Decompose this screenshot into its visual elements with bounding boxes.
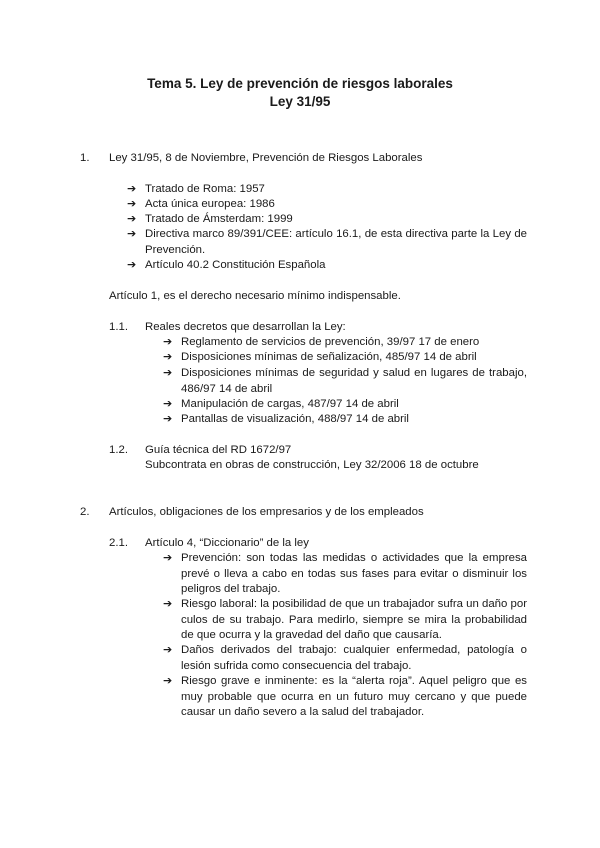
list-item-text: Tratado de Roma: 1957 (145, 183, 265, 195)
list-item-text: Riesgo grave e inminente: es la “alerta roja”. Aquel peligro que es muy probable que ocurra en un futuro muy cercano y que puede causar un daño severo a la salud del trabajador. (181, 675, 527, 718)
arrow-icon: ➔ (163, 336, 173, 348)
subsection-1-2-number: 1.2. (109, 444, 128, 456)
list-item (163, 551, 527, 598)
list-item-text: Disposiciones mínimas de seguridad y salud en lugares de trabajo, 486/97 14 de abril (181, 367, 527, 395)
arrow-icon: ➔ (163, 398, 173, 410)
list-item (163, 597, 527, 644)
arrow-icon: ➔ (127, 198, 137, 210)
list-item-text: Artículo 40.2 Constitución Española (145, 259, 326, 271)
list-item-text: Riesgo laboral: la posibilidad de que un trabajador sufra un daño por culos de su trabajo. Para medirlo, siempre se mira la probabilidad de que ocurra y la gravedad del daño que causaría. (181, 598, 527, 641)
list-item (163, 335, 527, 351)
page-title: Tema 5. Ley de prevención de riesgos laborales (147, 76, 453, 91)
subsection-1-1-number: 1.1. (109, 321, 128, 333)
list-item-text: Disposiciones mínimas de señalización, 485/97 14 de abril (181, 351, 477, 363)
arrow-icon: ➔ (127, 213, 137, 225)
arrow-icon: ➔ (163, 644, 173, 656)
subsection-1-2-line1: Guía técnica del RD 1672/97 (145, 444, 292, 456)
list-item (127, 227, 527, 258)
list-item (163, 412, 527, 428)
page-subtitle: Ley 31/95 (269, 94, 331, 109)
list-item (163, 674, 527, 721)
list-item (127, 197, 527, 213)
list-item-text: Acta única europea: 1986 (145, 198, 275, 210)
arrow-icon: ➔ (163, 552, 173, 564)
list-item (163, 643, 527, 674)
arrow-icon: ➔ (127, 259, 137, 271)
list-item-text: Tratado de Ámsterdam: 1999 (145, 213, 293, 225)
arrow-icon: ➔ (163, 598, 173, 610)
arrow-icon: ➔ (127, 183, 137, 195)
list-item-text: Reglamento de servicios de prevención, 39/97 17 de enero (181, 336, 480, 348)
list-item (163, 397, 527, 413)
list-item-text: Manipulación de cargas, 487/97 14 de abril (181, 398, 399, 410)
arrow-icon: ➔ (163, 675, 173, 687)
arrow-icon: ➔ (163, 367, 173, 379)
arrow-icon: ➔ (163, 351, 173, 363)
list-item-text: Daños derivados del trabajo: cualquier enfermedad, patología o lesión sufrida como consecuencia del trabajo. (181, 644, 527, 672)
subsection-2-1-heading: Artículo 4, “Diccionario” de la ley (145, 537, 309, 549)
list-item (127, 258, 527, 274)
subsection-1-2-line2: Subcontrata en obras de construcción, Ley 32/2006 18 de octubre (145, 459, 479, 471)
list-item (163, 366, 527, 397)
list-item (163, 350, 527, 366)
section-1-heading: Ley 31/95, 8 de Noviembre, Prevención de Riesgos Laborales (109, 152, 423, 164)
subsection-1-1-heading: Reales decretos que desarrollan la Ley: (145, 321, 346, 333)
list-item (127, 212, 527, 228)
arrow-icon: ➔ (163, 413, 173, 425)
section-2-heading: Artículos, obligaciones de los empresarios y de los empleados (109, 506, 424, 518)
list-item (127, 182, 527, 198)
list-item-text: Directiva marco 89/391/CEE: artículo 16.1, de esta directiva parte la Ley de Prevención. (145, 228, 527, 256)
article-note: Artículo 1, es el derecho necesario mínimo indispensable. (109, 290, 401, 302)
list-item-text: Prevención: son todas las medidas o actividades que la empresa prevé o lleva a cabo en todas sus fases para evitar o disminuir los peligros del trabajo. (181, 552, 527, 595)
section-2-number: 2. (80, 506, 90, 518)
section-1-number: 1. (80, 152, 90, 164)
list-item-text: Pantallas de visualización, 488/97 14 de abril (181, 413, 409, 425)
arrow-icon: ➔ (127, 228, 137, 240)
subsection-2-1-number: 2.1. (109, 537, 128, 549)
